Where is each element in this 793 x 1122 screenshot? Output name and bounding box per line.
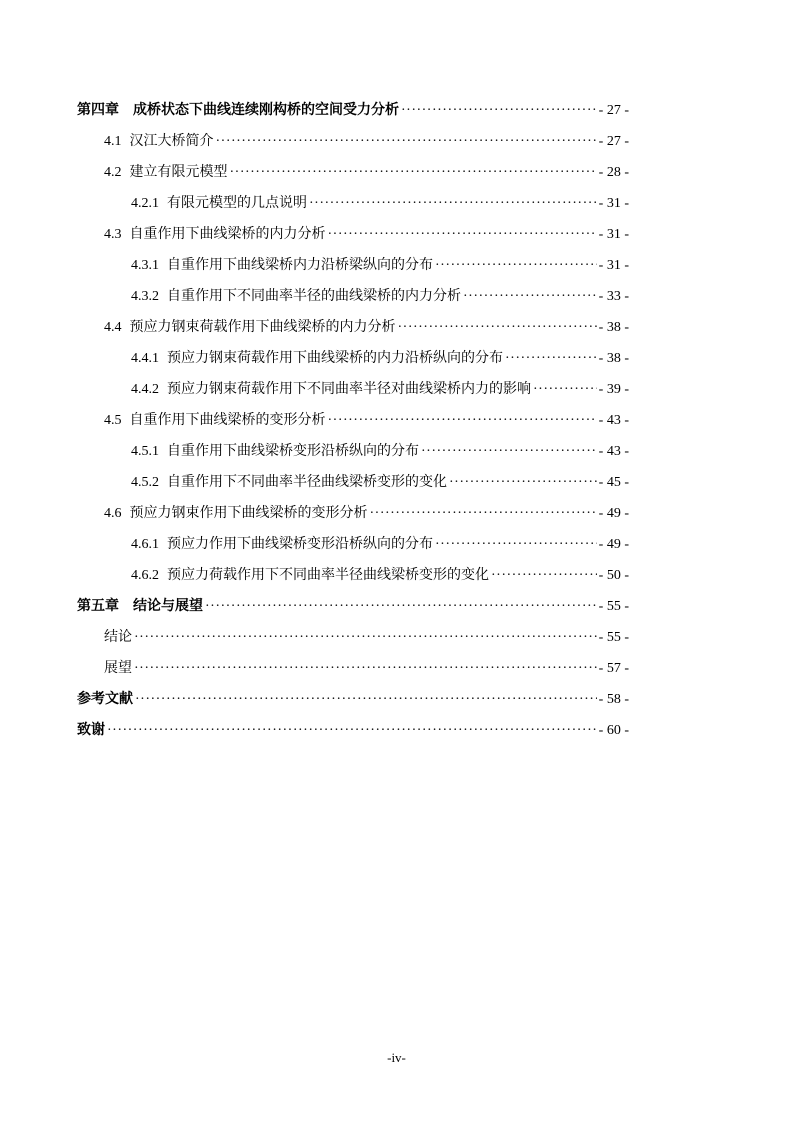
toc-entry[interactable] <box>77 346 629 377</box>
toc-entry-title: 汉江大桥简介 <box>129 133 214 149</box>
toc-entry-page: - 38 - <box>598 320 629 335</box>
toc-entry-title: 建立有限元模型 <box>129 164 228 180</box>
toc-entry[interactable] <box>77 284 629 315</box>
toc-entry[interactable] <box>77 563 629 594</box>
toc-entry-number: 4.4.2 <box>131 382 159 397</box>
toc-entry-number: 第五章 <box>77 599 119 614</box>
toc-entry-page: - 55 - <box>598 630 629 645</box>
toc-entry[interactable] <box>77 656 629 687</box>
toc-leader-dots <box>435 254 597 278</box>
toc-entry-number: 4.5 <box>104 413 122 428</box>
toc-leader-dots <box>328 223 597 247</box>
toc-entry-page: - 27 - <box>598 103 629 118</box>
toc-entry-page: - 39 - <box>598 382 629 397</box>
toc-entry-page: - 33 - <box>598 289 629 304</box>
toc-entry[interactable] <box>77 315 629 346</box>
toc-entry-page: - 57 - <box>598 661 629 676</box>
toc-entry-page: - 49 - <box>598 506 629 521</box>
toc-entry[interactable] <box>77 253 629 284</box>
toc-entry-title: 预应力钢束荷载作用下曲线梁桥的内力沿桥纵向的分布 <box>167 350 503 366</box>
toc-entry-page: - 31 - <box>598 258 629 273</box>
toc-entry[interactable] <box>77 625 629 656</box>
toc-entry[interactable] <box>77 439 629 470</box>
toc-entry-title: 有限元模型的几点说明 <box>167 195 307 211</box>
toc-entry-page: - 49 - <box>598 537 629 552</box>
toc-entry-title: 预应力作用下曲线梁桥变形沿桥纵向的分布 <box>167 536 433 552</box>
toc-entry[interactable] <box>77 191 629 222</box>
toc-entry[interactable] <box>77 98 629 129</box>
toc-entry-page: - 28 - <box>598 165 629 180</box>
toc-leader-dots <box>401 99 597 123</box>
toc-entry-title: 成桥状态下曲线连续刚构桥的空间受力分析 <box>133 102 399 118</box>
toc-leader-dots <box>134 657 597 681</box>
toc-entry-title: 参考文献 <box>77 691 133 707</box>
toc-entry-page: - 58 - <box>598 692 629 707</box>
toc-leader-dots <box>107 719 597 743</box>
toc-entry[interactable] <box>77 408 629 439</box>
toc-entry[interactable] <box>77 718 629 749</box>
toc-entry-page: - 31 - <box>598 227 629 242</box>
toc-leader-dots <box>435 533 597 557</box>
toc-entry-title: 自重作用下不同曲率半径曲线梁桥变形的变化 <box>167 474 447 490</box>
toc-leader-dots <box>449 471 597 495</box>
table-of-contents <box>77 98 629 749</box>
toc-entry-page: - 38 - <box>598 351 629 366</box>
toc-entry-title: 预应力钢束荷载作用下曲线梁桥的内力分析 <box>129 319 396 335</box>
toc-entry-title: 预应力钢束荷载作用下不同曲率半径对曲线梁桥内力的影响 <box>167 381 531 397</box>
toc-entry[interactable] <box>77 160 629 191</box>
toc-entry-number: 4.6 <box>104 506 122 521</box>
toc-leader-dots <box>216 130 597 154</box>
toc-entry-page: - 43 - <box>598 444 629 459</box>
toc-entry-page: - 45 - <box>598 475 629 490</box>
toc-entry-page: - 50 - <box>598 568 629 583</box>
toc-entry[interactable] <box>77 377 629 408</box>
toc-entry-page: - 43 - <box>598 413 629 428</box>
toc-leader-dots <box>505 347 597 371</box>
toc-entry-number: 4.3.2 <box>131 289 159 304</box>
toc-entry-number: 4.3 <box>104 227 122 242</box>
toc-entry-page: - 31 - <box>598 196 629 211</box>
toc-entry-page: - 27 - <box>598 134 629 149</box>
toc-entry[interactable] <box>77 594 629 625</box>
toc-leader-dots <box>135 688 597 712</box>
toc-leader-dots <box>463 285 597 309</box>
toc-entry-number: 4.5.1 <box>131 444 159 459</box>
toc-entry-number: 4.4 <box>104 320 122 335</box>
toc-leader-dots <box>328 409 597 433</box>
page-number-footer: -iv- <box>387 1050 406 1065</box>
toc-entry-title: 结论 <box>104 629 132 645</box>
toc-leader-dots <box>309 192 597 216</box>
toc-entry-number: 4.2.1 <box>131 196 159 211</box>
toc-entry-number: 4.2 <box>104 165 122 180</box>
toc-entry-title: 预应力钢束作用下曲线梁桥的变形分析 <box>129 505 368 521</box>
toc-entry-number: 4.5.2 <box>131 475 159 490</box>
toc-entry-title: 自重作用下曲线梁桥的内力分析 <box>129 226 326 242</box>
toc-leader-dots <box>230 161 597 185</box>
toc-entry[interactable] <box>77 222 629 253</box>
toc-entry-title: 自重作用下曲线梁桥的变形分析 <box>129 412 326 428</box>
toc-entry-number: 4.6.2 <box>131 568 159 583</box>
toc-leader-dots <box>370 502 597 526</box>
toc-leader-dots <box>134 626 597 650</box>
toc-entry[interactable] <box>77 129 629 160</box>
toc-leader-dots <box>533 378 597 402</box>
toc-entry-title: 结论与展望 <box>133 598 203 614</box>
toc-entry-number: 4.1 <box>104 134 122 149</box>
toc-entry-number: 第四章 <box>77 103 119 118</box>
toc-leader-dots <box>491 564 597 588</box>
toc-entry-number: 4.6.1 <box>131 537 159 552</box>
toc-entry-title: 致谢 <box>77 722 105 738</box>
toc-entry-title: 自重作用下不同曲率半径的曲线梁桥的内力分析 <box>167 288 461 304</box>
toc-entry-page: - 60 - <box>598 723 629 738</box>
toc-entry[interactable] <box>77 687 629 718</box>
toc-entry-number: 4.3.1 <box>131 258 159 273</box>
toc-leader-dots <box>421 440 597 464</box>
toc-entry[interactable] <box>77 501 629 532</box>
toc-entry-title: 自重作用下曲线梁桥内力沿桥梁纵向的分布 <box>167 257 433 273</box>
toc-entry[interactable] <box>77 532 629 563</box>
toc-entry-page: - 55 - <box>598 599 629 614</box>
toc-entry-number: 4.4.1 <box>131 351 159 366</box>
toc-entry-title: 预应力荷载作用下不同曲率半径曲线梁桥变形的变化 <box>167 567 489 583</box>
toc-leader-dots <box>205 595 597 619</box>
toc-entry-title: 展望 <box>104 660 132 676</box>
toc-leader-dots <box>398 316 597 340</box>
toc-entry-title: 自重作用下曲线梁桥变形沿桥纵向的分布 <box>167 443 419 459</box>
toc-entry[interactable] <box>77 470 629 501</box>
